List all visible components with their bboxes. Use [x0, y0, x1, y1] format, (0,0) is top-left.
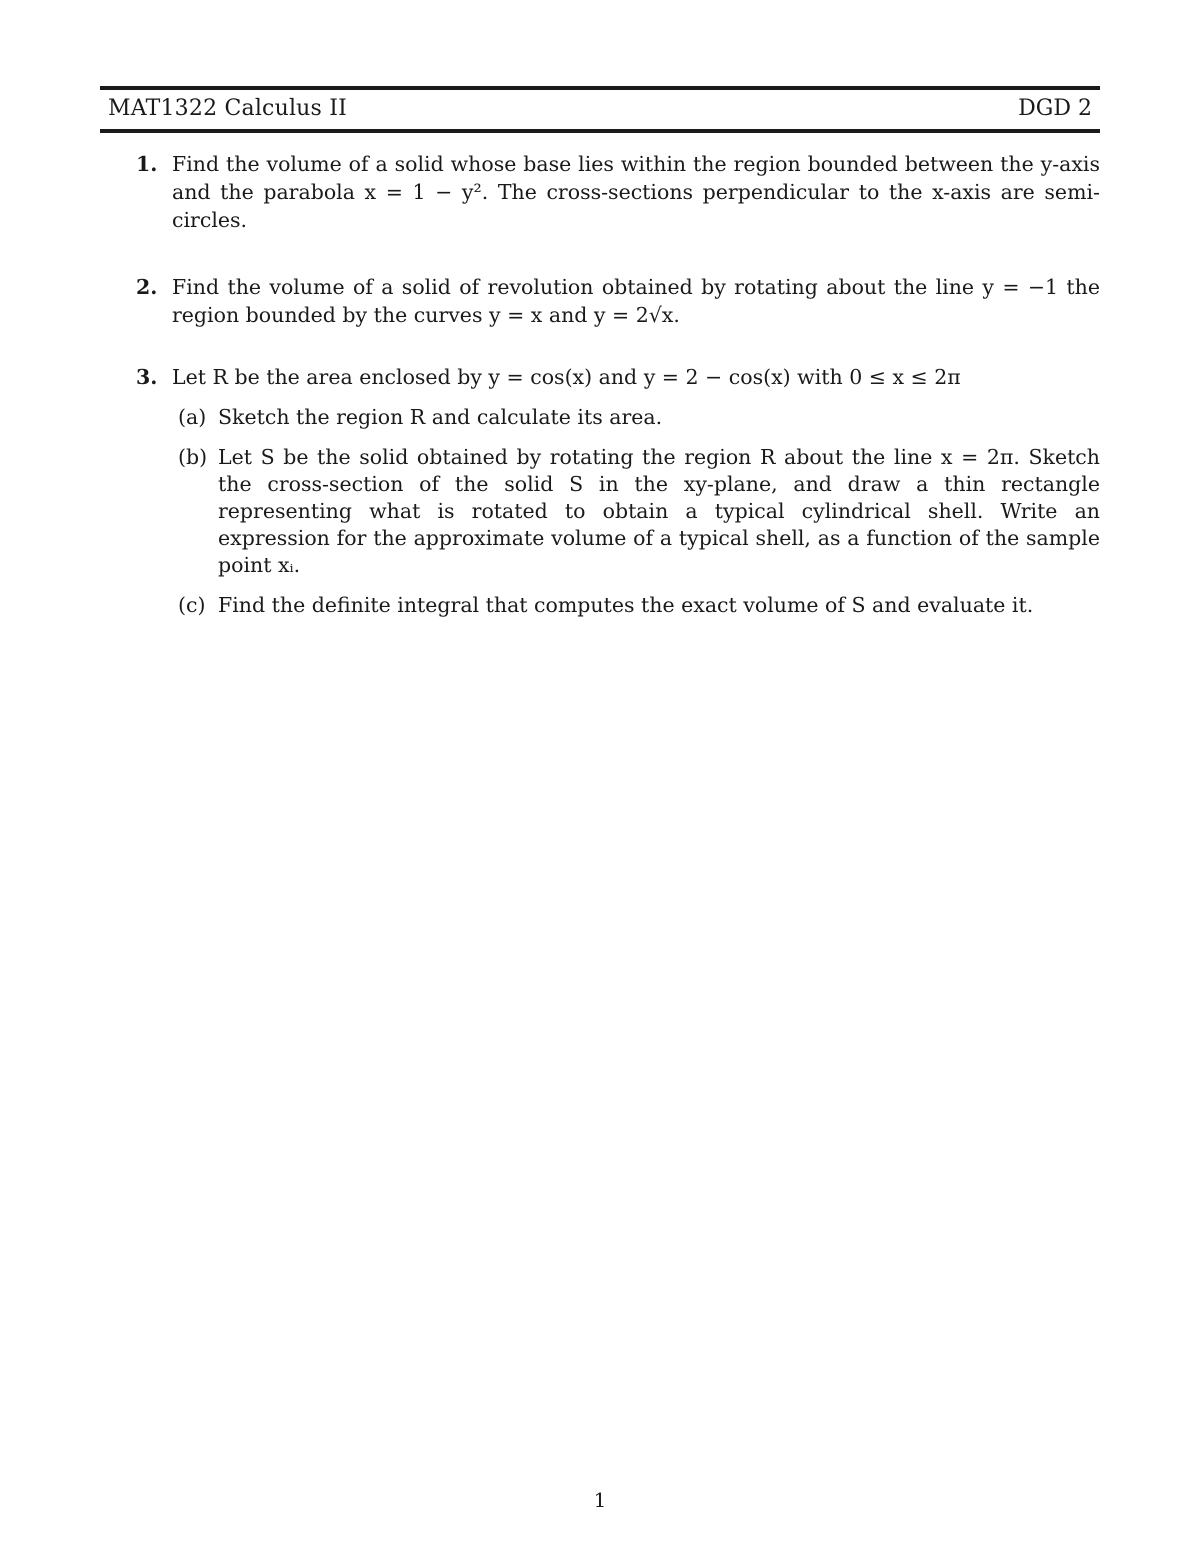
session-label: DGD 2	[1018, 96, 1092, 121]
course-title: MAT1322 Calculus II	[108, 96, 348, 121]
problem-number: 3.	[136, 365, 158, 389]
problem-3c	[100, 592, 1100, 619]
page-number: 1	[593, 1488, 607, 1512]
problem-list	[100, 150, 1100, 619]
problem-1	[100, 150, 1100, 234]
problem-text: Find the volume of a solid of revolution obtained by rotating about the line y = −1 the region bounded by the curves y = x and y = 2√x.	[172, 275, 1100, 327]
problem-text: Let R be the area enclosed by y = cos(x) and y = 2 − cos(x) with 0 ≤ x ≤ 2π	[172, 365, 961, 389]
part-label: (a)	[178, 405, 207, 429]
header-rule-bottom	[100, 129, 1100, 133]
part-label: (c)	[178, 593, 206, 617]
problem-number: 1.	[136, 152, 158, 176]
part-text: Find the definite integral that computes the exact volume of S and evaluate it.	[218, 593, 1034, 617]
problem-3	[100, 363, 1100, 391]
problem-2	[100, 273, 1100, 329]
part-text: Let S be the solid obtained by rotating the region R about the line x = 2π. Sketch the cross-section of the solid S in the xy-plane, and draw a thin rectangle representing what is rotated to obtain a typical cylindrical shell. Write an expression for the approximate volume of a typical shell, as a function of the sample point xᵢ.	[218, 445, 1100, 577]
problem-number: 2.	[136, 275, 158, 299]
problem-3a	[100, 404, 1100, 431]
problem-3b	[100, 444, 1100, 579]
part-label: (b)	[178, 445, 208, 469]
part-text: Sketch the region R and calculate its area.	[218, 405, 663, 429]
problem-text: Find the volume of a solid whose base lies within the region bounded between the y-axis and the parabola x = 1 − y². The cross-sections perpendicular to the x-axis are semi-circles.	[172, 152, 1100, 232]
header-rule-top	[100, 86, 1100, 90]
